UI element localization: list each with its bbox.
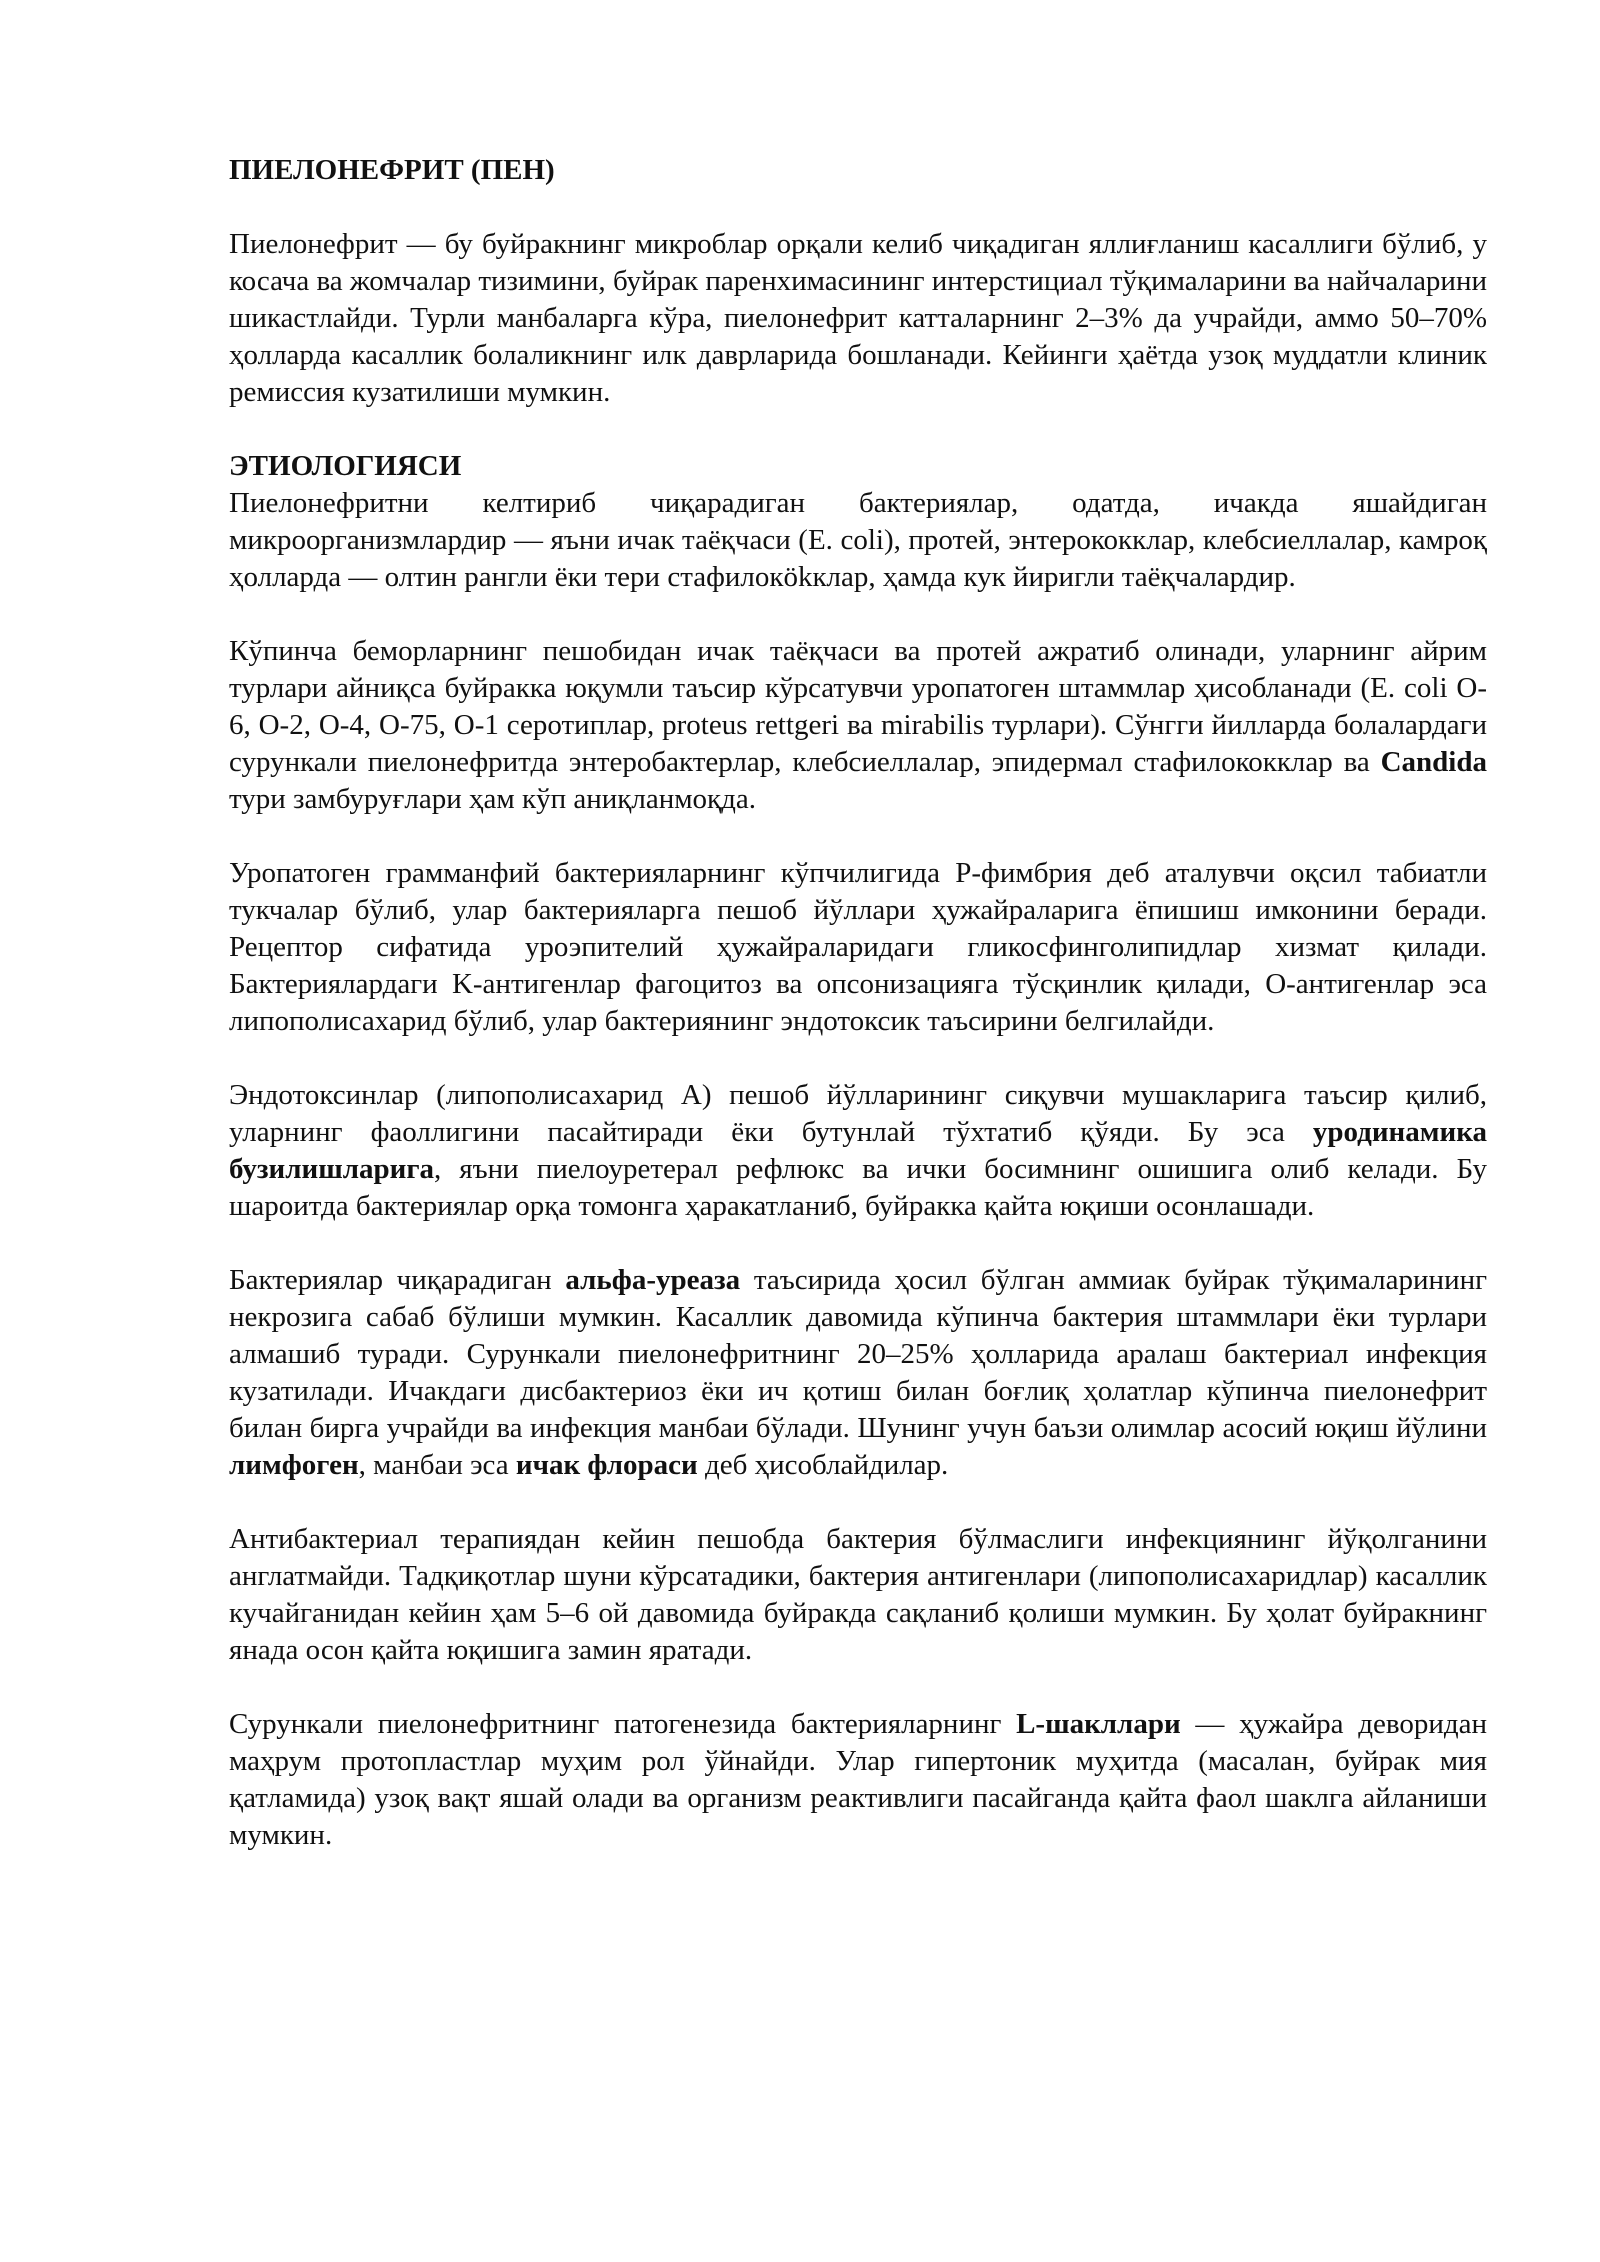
text-run: Кўпинча беморларнинг пешобидан ичак таёқчаси ва протей ажратиб олинади, уларнинг айрим турлари айниқса буйракка юқумли таъсир кўрсатувчи уропатоген штаммлар ҳисобланади (E. coli O-6, O-2, O-4, O-75, O-1 серотиплар, proteus rettgeri ва mirabilis турлари). Сўнгги йилларда болалардаги сурункали пиелонефритда энтеробактерлар, клебсиеллалар, эпидермал стафилококклар ва (229, 635, 1487, 778)
section-heading-etiology: ЭТИОЛОГИЯСИ (229, 450, 462, 482)
text-run: Бактериялар чиқарадиган (229, 1264, 566, 1296)
paragraph-bacteria: Пиелонефритни келтириб чиқарадиган бактериялар, одатда, ичакда яшайдиган микроорганизмлардир — яъни ичак таёқчаси (E. coli), протей, энтерококклар, клебсиеллалар, камроқ ҳолларда — олтин рангли ёки тери стафилокökклар, ҳамда кук йиригли таёқчалардир. (229, 487, 1487, 593)
text-run: тури замбуруғлари ҳам кўп аниқланмоқда. (229, 783, 757, 815)
bold-term-urodynamics: уродинамика бузилишларига (229, 1116, 1487, 1185)
paragraph-p-fimbria: Уропатоген грамманфий бактерияларнинг кўпчилигида P-фимбрия деб аталувчи оқсил табиатли тукчалар бўлиб, улар бактерияларга пешоб йўллари ҳужайраларига ёпишиш имконини беради. Рецептор сифатида уроэпителий ҳужайраларидаги гликосфинголипидлар хизмат қилади. Бактериялардаги K-антигенлар фагоцитоз ва опсонизацияга тўсқинлик қилади, O-антигенлар эса липополисахарид бўлиб, улар бактериянинг эндотоксик таъсирини белгилайди. (229, 857, 1487, 1037)
paragraph-antibacterial-therapy: Антибактериал терапиядан кейин пешобда бактерия бўлмаслиги инфекциянинг йўқолганини англатмайди. Тадқиқотлар шуни кўрсатадики, бактерия антигенлари (липополисахаридлар) касаллик кучайганидан кейин ҳам 5–6 ой давомида буйракда сақланиб қолиши мумкин. Бу ҳолат буйракнинг янада осон қайта юқишига замин яратади. (229, 1523, 1487, 1666)
text-run: — ҳужайра деворидан маҳрум протопластлар муҳим рол ўйнайди. Улар гипертоник муҳитда (масалан, буйрак мия қатламида) узоқ вақт яшай олади ва организм реактивлиги пасайганда қайта фаол шаклга айланиши мумкин. (229, 1708, 1487, 1851)
text-run: Сурункали пиелонефритнинг патогенезида бактерияларнинг (229, 1708, 1017, 1740)
text-run: , манбаи эса (358, 1449, 516, 1481)
bold-term-candida: Candida (1380, 746, 1487, 778)
text-run: , яъни пиелоуретерал рефлюкс ва ички босимнинг ошишига олиб келади. Бу шароитда бактериялар орқа томонга ҳаракатланиб, буйракка қайта юқиши осонлашади. (229, 1153, 1487, 1222)
document-title: ПИЕЛОНЕФРИТ (ПЕН) (229, 154, 555, 186)
intro-paragraph: Пиелонефрит — бу буйракнинг микроблар орқали келиб чиқадиган яллиғланиш касаллиги бўлиб, у косача ва жомчалар тизимини, буйрак паренхимасининг интерстициал тўқималарини ва найчаларини шикастлайди. Турли манбаларга кўра, пиелонефрит катталарнинг 2–3% да учрайди, аммо 50–70% ҳолларда касаллик болаликнинг илк даврларида бошланади. Кейинги ҳаётда узоқ муддатли клиник ремиссия кузатилиши мумкин. (229, 228, 1487, 408)
paragraph-uropathogen-strains (229, 633, 1487, 818)
bold-term-lymphogenic: лимфоген (229, 1449, 359, 1481)
document-page (229, 152, 1487, 1891)
paragraph-endotoxins (229, 1077, 1487, 1225)
text-run: деб ҳисоблайдилар. (697, 1449, 949, 1481)
bold-term-l-forms: L-шакллари (1016, 1708, 1181, 1740)
text-run: таъсирида ҳосил бўлган аммиак буйрак тўқималарининг некрозига сабаб бўлиши мумкин. Касаллик давомида кўпинча бактерия штаммлари ёки турлари алмашиб туради. Сурункали пиелонефритнинг 20–25% ҳолларида аралаш бактериал инфекция кузатилади. Ичакдаги дисбактериоз ёки ич қотиш билан боғлиқ ҳолатлар кўпинча пиелонефрит билан бирга учрайди ва инфекция манбаи бўлади. Шунинг учун баъзи олимлар асосий юқиш йўлини (229, 1264, 1488, 1444)
text-run: Эндотоксинлар (липополисахарид A) пешоб йўлларининг сиқувчи мушакларига таъсир қилиб, уларнинг фаоллигини пасайтиради ёки бутунлай тўхтатиб қўяди. Бу эса (229, 1079, 1487, 1148)
bold-term-intestinal-flora: ичак флораси (515, 1449, 698, 1481)
paragraph-urease (229, 1262, 1487, 1484)
paragraph-l-forms (229, 1706, 1487, 1854)
bold-term-alpha-urease: альфа-уреаза (565, 1264, 741, 1296)
